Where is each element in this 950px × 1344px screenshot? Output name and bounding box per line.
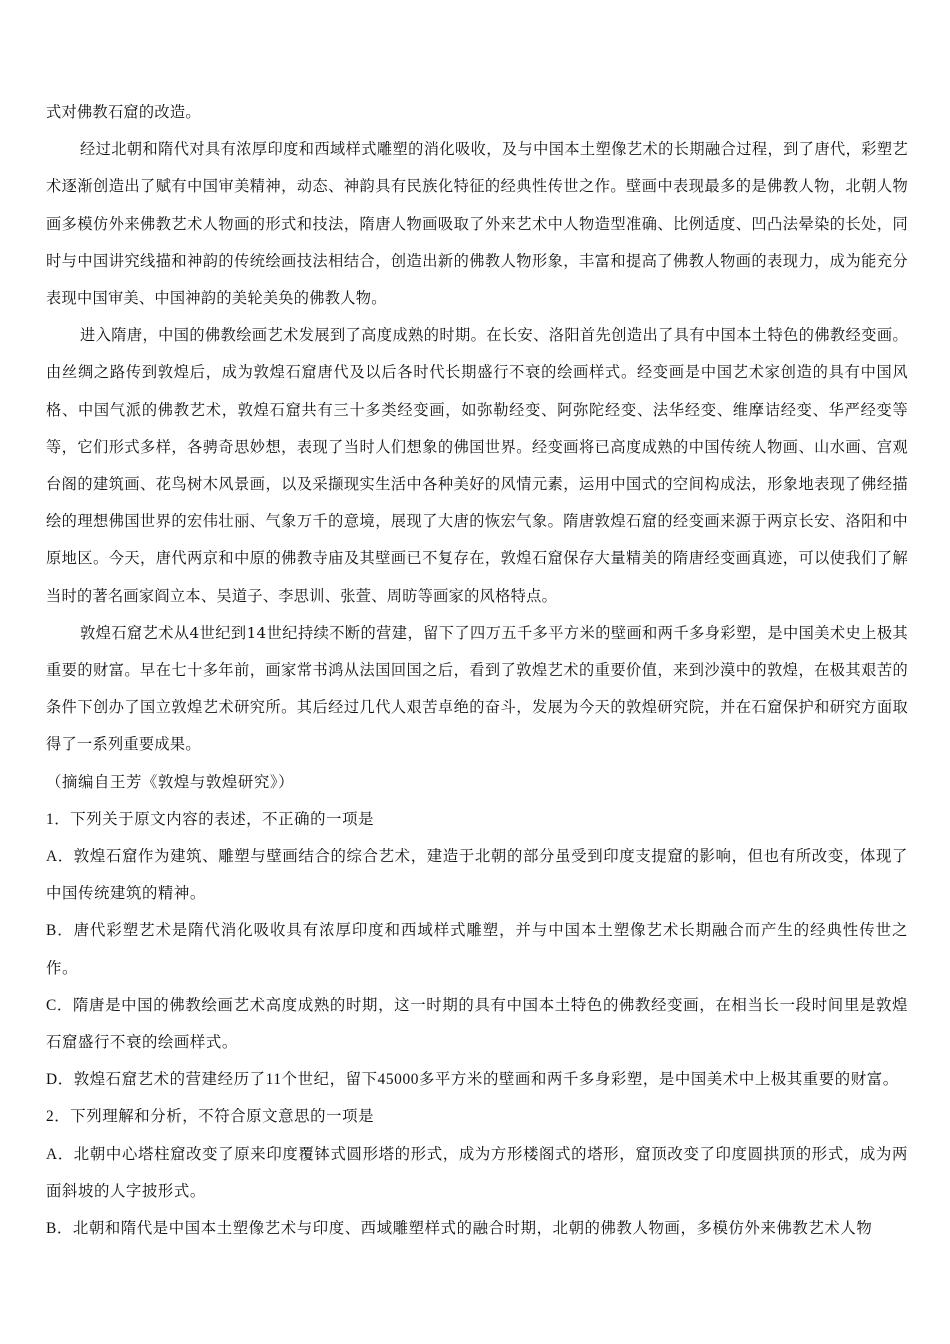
source-citation: （摘编自王芳《敦煌与敦煌研究》） bbox=[46, 773, 295, 791]
paragraph-tang-sculpture: 经过北朝和隋代对具有浓厚印度和西域样式雕塑的消化吸收，及与中国本土塑像艺术的长期融合过程，到了唐代，彩塑艺术逐渐创造出了赋有中国审美精神，动态、神韵具有民族化特征的经典性传世之作。壁画中表现最多的是佛教人物，北朝人物画多模仿外来佛教艺术人物画的形式和技法，隋唐人物画吸取了外来艺术中人物造型准确、比例适度、凹凸法晕染的长处，同时与中国讲究线描和神韵的传统绘画技法相结合，创造出新的佛教人物形象，丰富和提高了佛教人物画的表现力，成为能充分表现中国审美、中国神韵的美轮美奂的佛教人物。 bbox=[46, 140, 908, 308]
paragraph-continuation: 式对佛教石窟的改造。 bbox=[46, 103, 201, 121]
question-1 bbox=[46, 801, 908, 1099]
option-a: A．北朝中心塔柱窟改变了原来印度覆钵式圆形塔的形式，成为方形楼阁式的塔形，窟顶改变了印度圆拱顶的形式，成为两面斜坡的人字披形式。 bbox=[46, 1145, 908, 1200]
paragraph-sui-tang-painting: 进入隋唐，中国的佛教绘画艺术发展到了高度成熟的时期。在长安、洛阳首先创造出了具有中国本土特色的佛教经变画。由丝绸之路传到敦煌后，成为敦煌石窟唐代及以后各时代长期盛行不衰的绘画样式。经变画是中国艺术家创造的具有中国风格、中国气派的佛教艺术，敦煌石窟共有三十多类经变画，如弥勒经变、阿弥陀经变、法华经变、维摩诘经变、华严经变等等，它们形式多样，各骋奇思妙想，表现了当时人们想象的佛国世界。经变画将已高度成熟的中国传统人物画、山水画、宫观台阁的建筑画、花鸟树木风景画，以及采撷现实生活中各种美好的风情元素，运用中国式的空间构成法，形象地表现了佛经描绘的理想佛国世界的宏伟壮丽、气象万千的意境，展现了大唐的恢宏气象。隋唐敦煌石窟的经变画来源于两京长安、洛阳和中原地区。今天，唐代两京和中原的佛教寺庙及其壁画已不复存在，敦煌石窟保存大量精美的隋唐经变画真迹，可以使我们了解当时的著名画家阎立本、吴道子、李思训、张萱、周昉等画家的风格特点。 bbox=[46, 326, 908, 605]
option-c: C．隋唐是中国的佛教绘画艺术高度成熟的时期，这一时期的具有中国本土特色的佛教经变画，在相当长一段时间里是敦煌石窟盛行不衰的绘画样式。 bbox=[46, 996, 908, 1052]
paragraph-dunhuang-history: 敦煌石窟艺术从4世纪到14世纪持续不断的营建，留下了四万五千多平方米的壁画和两千多身彩塑，是中国美术史上极其重要的财富。早在七十多年前，画家常书鸿从法国回国之后，看到了敦煌艺术的重要价值，来到沙漠中的敦煌，在极其艰苦的条件下创办了国立敦煌艺术研究所。其后经过几代人艰苦卓绝的奋斗，发展为今天的敦煌研究院，并在石窟保护和研究方面取得了一系列重要成果。 bbox=[46, 623, 908, 754]
option-a: A．敦煌石窟作为建筑、雕塑与壁画结合的综合艺术，建造于北朝的部分虽受到印度支提窟的影响，但也有所改变，体现了中国传统建筑的精神。 bbox=[46, 848, 908, 903]
question-stem: 1．下列关于原文内容的表述，不正确的一项是 bbox=[46, 810, 375, 828]
option-b: B．唐代彩塑艺术是隋代消化吸收具有浓厚印度和西域样式雕塑，并与中国本土塑像艺术长期融合而产生的经典性传世之作。 bbox=[46, 922, 908, 977]
option-b: B．北朝和隋代是中国本土塑像艺术与印度、西域雕塑样式的融合时期，北朝的佛教人物画，多模仿外来佛教艺术人物 bbox=[46, 1220, 873, 1238]
option-d: D．敦煌石窟艺术的营建经历了11个世纪，留下45000多平方米的壁画和两千多身彩塑，是中国美术中上极其重要的财富。 bbox=[46, 1071, 899, 1089]
passage-text bbox=[46, 94, 908, 1247]
question-stem: 2．下列理解和分析，不符合原文意思的一项是 bbox=[46, 1108, 375, 1126]
question-2 bbox=[46, 1098, 908, 1247]
